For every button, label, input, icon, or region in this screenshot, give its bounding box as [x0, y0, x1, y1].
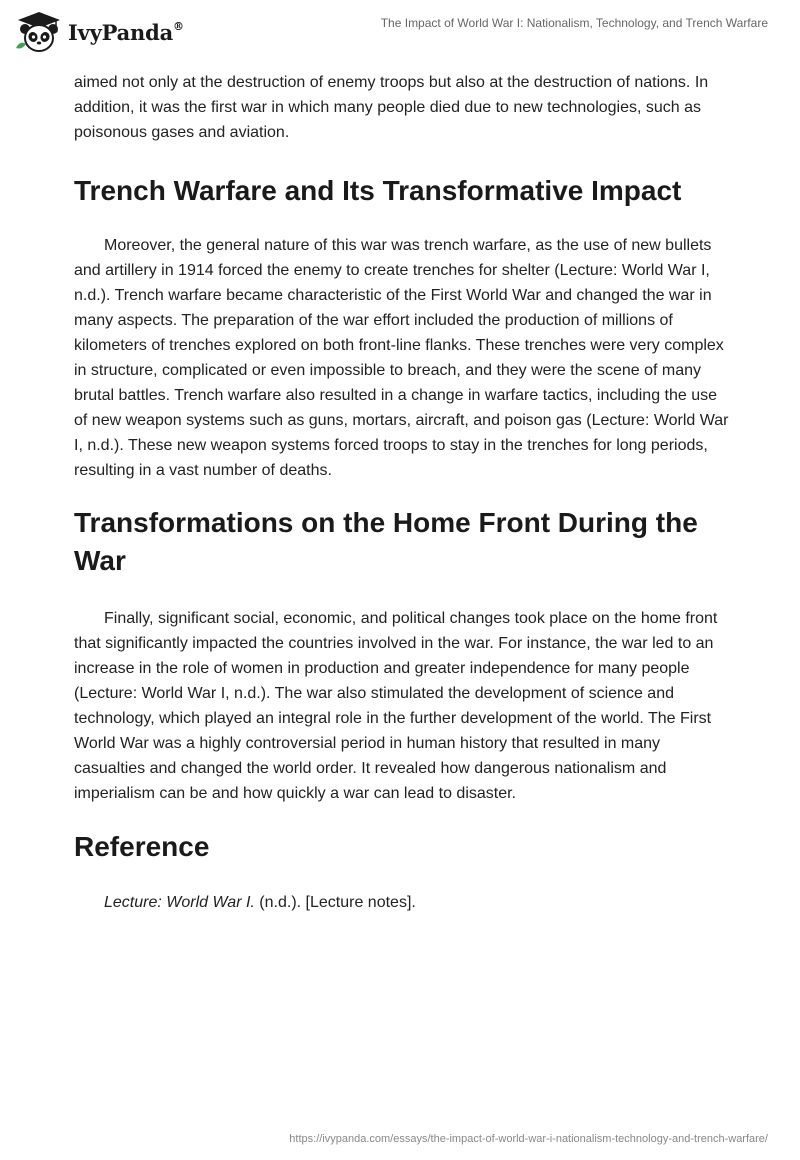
reference-heading: Reference	[74, 831, 210, 862]
reference-title: Lecture: World War I.	[104, 894, 255, 911]
footer-url[interactable]: https://ivypanda.com/essays/the-impact-of-world-war-i-nationalism-technology-and-trench-warfare/	[289, 1133, 768, 1145]
section-heading-trench-warfare: Trench Warfare and Its Transformative Impact	[74, 175, 682, 206]
intro-paragraph: aimed not only at the destruction of enemy troops but also at the destruction of nations. In addition, it was the first war in which many people died due to new technologies, such as poisonous gases and aviation.	[74, 74, 709, 141]
trench-warfare-paragraph: Moreover, the general nature of this war was trench warfare, as the use of new bullets and artillery in 1914 forced the enemy to create trenches for shelter (Lecture: World War I, n.d.). Trench warfare became characteristic of the First World War and changed the war in many aspects. The preparation of the war effort included the production of millions of kilometers of trenches explored on both front-line flanks. These trenches were very complex in structure, complicated or even impossible to breach, and they were the scene of many brutal battles. Trench warfare also resulted in a change in warfare tactics, including the use of new weapon systems such as guns, mortars, aircraft, and poison gas (Lecture: World War I, n.d.). These new weapon systems forced troops to stay in the trenches for long periods, resulting in a vast number of deaths.	[74, 237, 729, 479]
panda-graduation-cap-icon	[14, 10, 64, 54]
reference-details: (n.d.). [Lecture notes].	[254, 894, 416, 911]
essay-content	[74, 70, 734, 915]
reference-entry	[74, 890, 734, 915]
brand-name	[68, 20, 184, 45]
home-front-paragraph: Finally, significant social, economic, and political changes took place on the home front that significantly impacted the countries involved in the war. For instance, the war led to an increase in the role of women in production and greater independence for many people (Lecture: World War I, n.d.). The war also stimulated the development of science and technology, which played an integral role in the further development of the world. The First World War was a highly controversial period in human history that resulted in many casualties and changed the world order. It revealed how dangerous nationalism and imperialism can be and how quickly a war can lead to disaster.	[74, 610, 718, 802]
document-title: The Impact of World War I: Nationalism, Technology, and Trench Warfare	[380, 16, 768, 30]
logo[interactable]	[14, 10, 184, 54]
registered-mark: ®	[173, 19, 184, 33]
page-header	[0, 0, 800, 66]
section-heading-home-front: Transformations on the Home Front During the War	[74, 507, 698, 576]
brand-text: IvyPanda	[68, 19, 174, 45]
